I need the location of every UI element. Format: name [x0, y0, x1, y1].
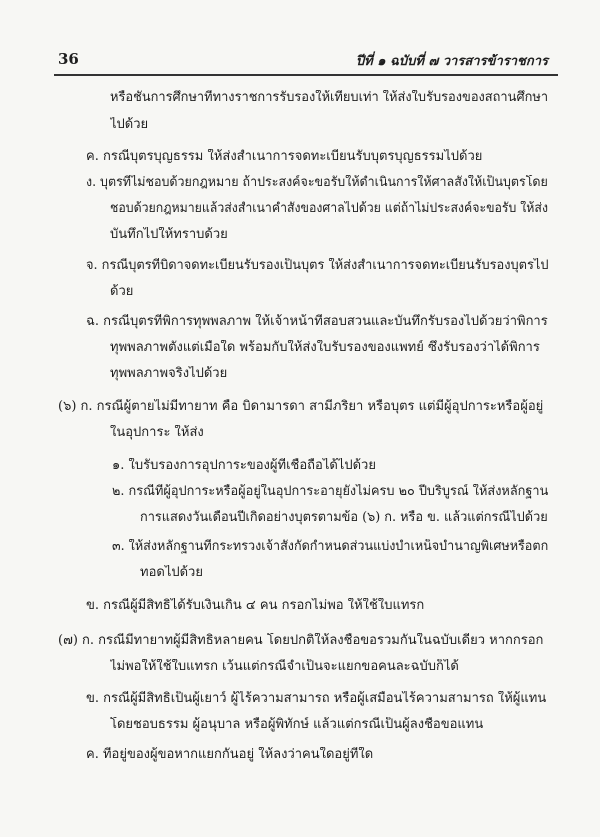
text-line: หรือชั้นการศึกษาที่ทางราชการรับรองให้เทียบเท่า ให้ส่งใบรับรองของสถานศึกษา [110, 90, 548, 105]
text-line: ๑. ใบรับรองการอุปการะของผู้ที่เชื่อถือได้ไปด้วย [112, 458, 376, 473]
text-line: จ. กรณีบุตรที่บิดาจดทะเบียนรับรองเป็นบุตร ให้ส่งสำเนาการจดทะเบียนรับรองบุตรไป [86, 258, 548, 273]
text-line: ค. กรณีบุตรบุญธรรม ให้ส่งสำเนาการจดทะเบียนรับบุตรบุญธรรมไปด้วย [86, 149, 483, 164]
text-line: การแสดงวันเดือนปีเกิดอย่างบุตรตามข้อ (๖) ก. หรือ ข. แล้วแต่กรณีไปด้วย [140, 510, 548, 525]
running-title: ปีที่ ๑ ฉบับที่ ๗ วารสารข้าราชการ [355, 54, 548, 69]
text-line: (๗) ก. กรณีมีทายาทผู้มีสิทธิหลายคน โดยปกติให้ลงชื่อขอรวมกันในฉบับเดียว หากกรอก [58, 633, 544, 648]
text-line: ฉ. กรณีบุตรที่พิการทุพพลภาพ ให้เจ้าหน้าที่สอบสวนและบันทึกรับรองไปด้วยว่าพิการ [86, 314, 548, 329]
text-line: (๖) ก. กรณีผู้ตายไม่มีทายาท คือ บิดามารดา สามีภริยา หรือบุตร แต่มีผู้อุปการะหรือผู้อยู่ [58, 399, 544, 414]
header-rule [54, 74, 558, 76]
text-line: ง. บุตรที่ไม่ชอบด้วยกฎหมาย ถ้าประสงค์จะขอรับให้ดำเนินการให้ศาลสั่งให้เป็นบุตรโดย [86, 175, 548, 190]
text-line: ในอุปการะ ให้ส่ง [110, 425, 204, 440]
text-line: ๓. ให้ส่งหลักฐานที่กระทรวงเจ้าสังกัดกำหนดส่วนแบ่งบำเหน็จบำนาญพิเศษหรือตก [112, 539, 548, 554]
text-line: ชอบด้วยกฎหมายแล้วส่งสำเนาคำสั่งของศาลไปด้วย แต่ถ้าไม่ประสงค์จะขอรับ ให้ส่ง [110, 201, 548, 216]
text-line: ๒. กรณีที่ผู้อุปการะหรือผู้อยู่ในอุปการะอายุยังไม่ครบ ๒๐ ปีบริบูรณ์ ให้ส่งหลักฐาน [112, 484, 548, 499]
text-line: ทุพพลภาพจริงไปด้วย [110, 366, 228, 381]
page-header [0, 0, 600, 80]
page-number: 36 [58, 50, 79, 68]
text-line: ข. กรณีผู้มีสิทธิได้รับเงินเกิน ๔ คน กรอกไม่พอ ให้ใช้ใบแทรก [86, 598, 425, 613]
text-line: ไม่พอให้ใช้ใบแทรก เว้นแต่กรณีจำเป็นจะแยกขอคนละฉบับก็ได้ [110, 659, 459, 674]
text-line: ข. กรณีผู้มีสิทธิเป็นผู้เยาว์ ผู้ไร้ความสามารถ หรือผู้เสมือนไร้ความสามารถ ให้ผู้แทน [86, 691, 547, 706]
text-line: โดยชอบธรรม ผู้อนุบาล หรือผู้พิทักษ์ แล้วแต่กรณีเป็นผู้ลงชื่อขอแทน [110, 717, 484, 732]
text-line: ทุพพลภาพตั้งแต่เมื่อใด พร้อมกับให้ส่งใบรับรองของแพทย์ ซึ่งรับรองว่าได้พิการ [110, 340, 540, 355]
text-line: ค. ที่อยู่ของผู้ขอหากแยกกันอยู่ ให้ลงว่าคนใดอยู่ที่ใด [86, 747, 374, 762]
text-line: ด้วย [110, 284, 134, 299]
text-line: ไปด้วย [110, 117, 149, 132]
text-line: บันทึกไปให้ทราบด้วย [110, 227, 228, 242]
text-line: ทอดไปด้วย [140, 565, 203, 580]
